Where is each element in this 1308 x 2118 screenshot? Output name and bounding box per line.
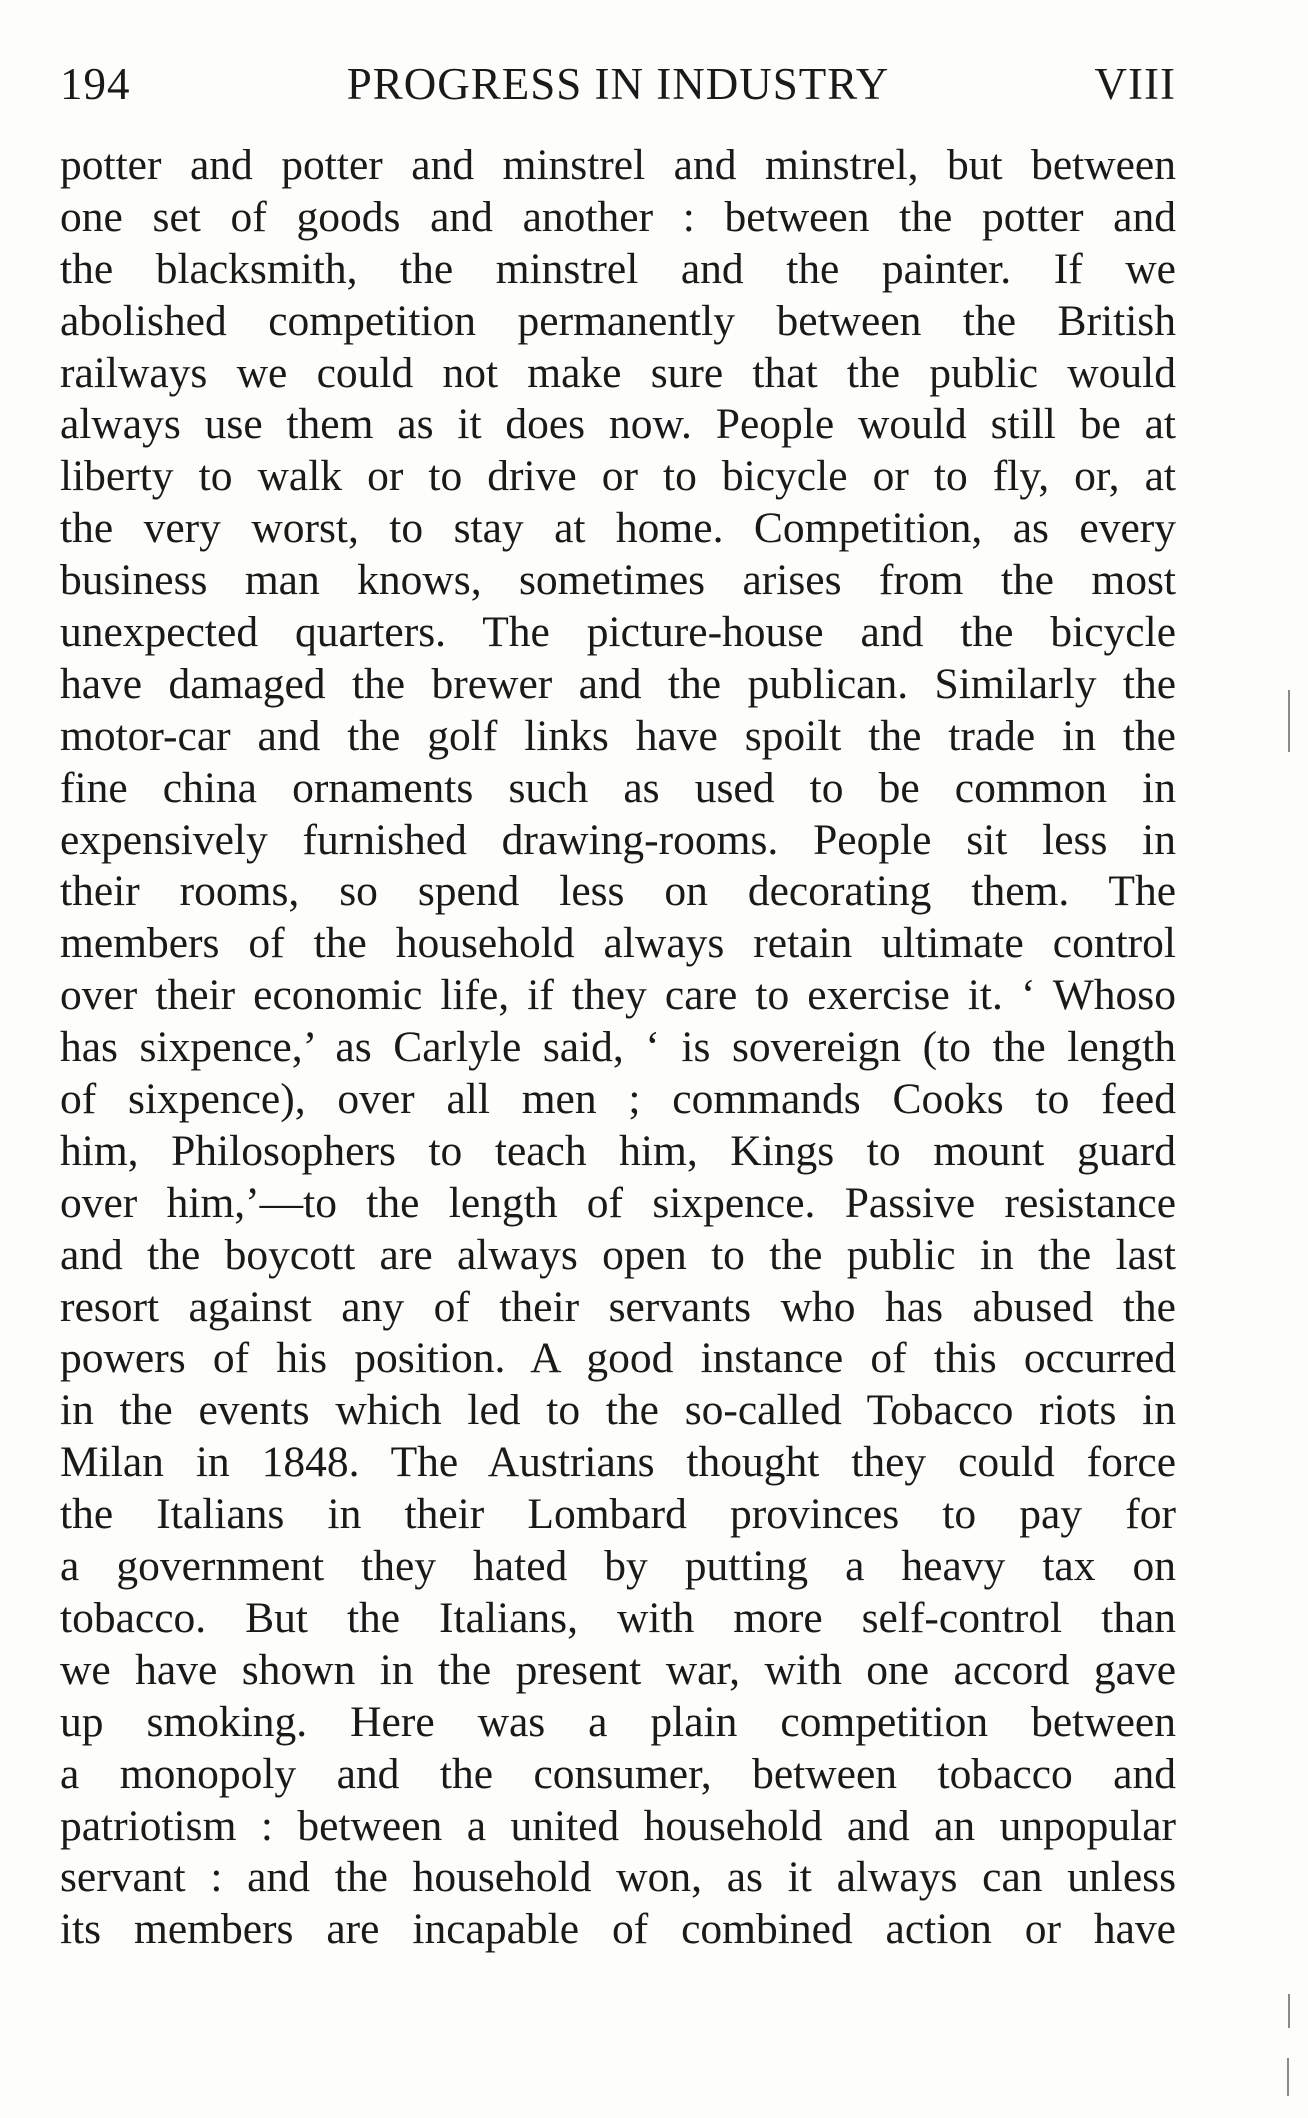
text-line: patriotism : between a united household and an unpopular	[60, 1801, 1176, 1850]
text-line: the very worst, to stay at home. Competition, as every	[60, 504, 1176, 553]
text-line: over him,’—to the length of sixpence. Passive resistance	[60, 1178, 1176, 1227]
text-line: abolished competition permanently between the British	[60, 296, 1176, 345]
text-line: business man knows, sometimes arises from the most	[60, 556, 1176, 605]
text-line: unexpected quarters. The picture-house and the bicycle	[60, 608, 1176, 657]
text-line: a government they hated by putting a heavy tax on	[60, 1542, 1176, 1591]
text-line: their rooms, so spend less on decorating them. The	[60, 867, 1176, 916]
text-line: over their economic life, if they care to exercise it. ‘ Whoso	[60, 971, 1176, 1020]
text-line: in the events which led to the so-called Tobacco riots in	[60, 1386, 1176, 1435]
text-line: up smoking. Here was a plain competition between	[60, 1697, 1176, 1746]
text-line: members of the household always retain ultimate control	[60, 919, 1176, 968]
text-line: him, Philosophers to teach him, Kings to mount guard	[60, 1126, 1176, 1175]
scan-mark	[1288, 1994, 1290, 2028]
text-line: expensively furnished drawing-rooms. People sit less in	[60, 815, 1176, 864]
text-line: liberty to walk or to drive or to bicycle or to fly, or, at	[60, 452, 1176, 501]
text-line: powers of his position. A good instance of this occurred	[60, 1334, 1176, 1383]
scan-mark	[1287, 2058, 1289, 2096]
text-line: the Italians in their Lombard provinces to pay for	[60, 1490, 1176, 1539]
chapter-number: VIII	[1094, 59, 1176, 109]
text-line: railways we could not make sure that the public would	[60, 348, 1176, 397]
text-line: one set of goods and another : between the potter and	[60, 192, 1176, 241]
scan-mark	[1288, 690, 1290, 752]
text-line: always use them as it does now. People would still be at	[60, 400, 1176, 449]
text-line: and the boycott are always open to the public in the last	[60, 1230, 1176, 1279]
text-line: fine china ornaments such as used to be common in	[60, 763, 1176, 812]
text-line: we have shown in the present war, with one accord gave	[60, 1645, 1176, 1694]
text-line: Milan in 1848. The Austrians thought they could force	[60, 1438, 1176, 1487]
body-paragraph	[60, 140, 1176, 1956]
text-line: resort against any of their servants who has abused the	[60, 1282, 1176, 1331]
text-line: the blacksmith, the minstrel and the painter. If we	[60, 244, 1176, 293]
text-line: of sixpence), over all men ; commands Cooks to feed	[60, 1075, 1176, 1124]
page-number: 194	[60, 59, 131, 109]
text-line: potter and potter and minstrel and minstrel, but between	[60, 141, 1176, 189]
running-head	[60, 56, 1176, 112]
text-line: servant : and the household won, as it always can unless	[60, 1853, 1176, 1902]
text-line: has sixpence,’ as Carlyle said, ‘ is sovereign (to the length	[60, 1023, 1176, 1072]
running-title: PROGRESS IN INDUSTRY	[346, 59, 890, 109]
text-line: its members are incapable of combined action or have	[60, 1905, 1176, 1954]
text-line: motor-car and the golf links have spoilt the trade in the	[60, 711, 1176, 760]
text-line: tobacco. But the Italians, with more self-control than	[60, 1593, 1176, 1642]
text-line: have damaged the brewer and the publican. Similarly the	[60, 659, 1176, 708]
text-line: a monopoly and the consumer, between tobacco and	[60, 1749, 1176, 1798]
